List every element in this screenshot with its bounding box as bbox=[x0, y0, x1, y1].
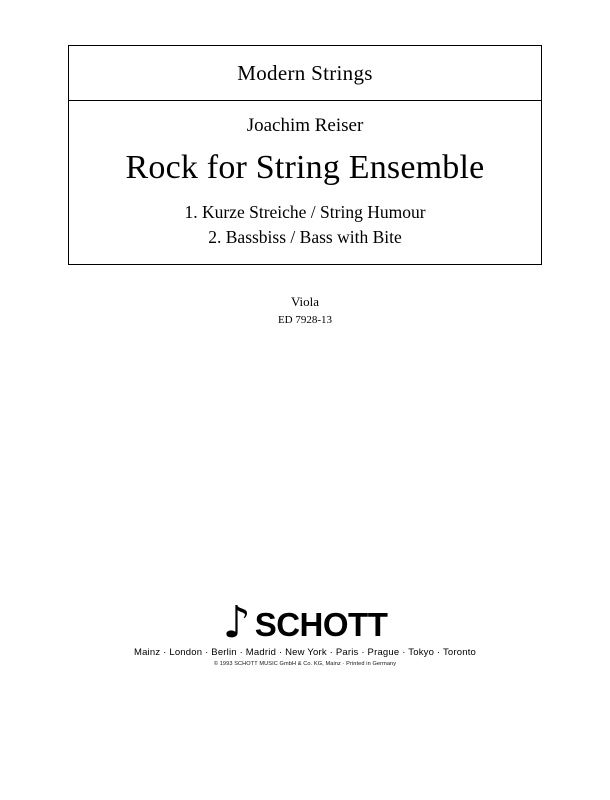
movement-item-1: 1. Kurze Streiche / String Humour bbox=[184, 202, 426, 223]
work-title: Rock for String Ensemble bbox=[125, 149, 485, 186]
composer-name: Joachim Reiser bbox=[246, 115, 364, 136]
publisher-logo bbox=[0, 597, 610, 648]
publisher-block bbox=[0, 597, 610, 667]
movement-item-2: 2. Bassbiss / Bass with Bite bbox=[208, 227, 402, 248]
copyright-notice: © 1993 SCHOTT MUSIC GmbH & Co. KG, Mainz · Printed in Germany bbox=[213, 661, 397, 667]
series-title: Modern Strings bbox=[237, 60, 373, 85]
music-note-icon: ♪ bbox=[222, 597, 251, 648]
main-title-band bbox=[69, 101, 541, 264]
publisher-name: SCHOTT bbox=[254, 606, 388, 643]
title-box bbox=[68, 45, 542, 265]
publisher-cities: Mainz · London · Berlin · Madrid · New York · Paris · Prague · Tokyo · Toronto bbox=[133, 647, 477, 658]
series-band bbox=[69, 46, 541, 101]
edition-number: ED 7928-13 bbox=[277, 314, 333, 326]
instrument-part-label: Viola bbox=[290, 294, 320, 309]
